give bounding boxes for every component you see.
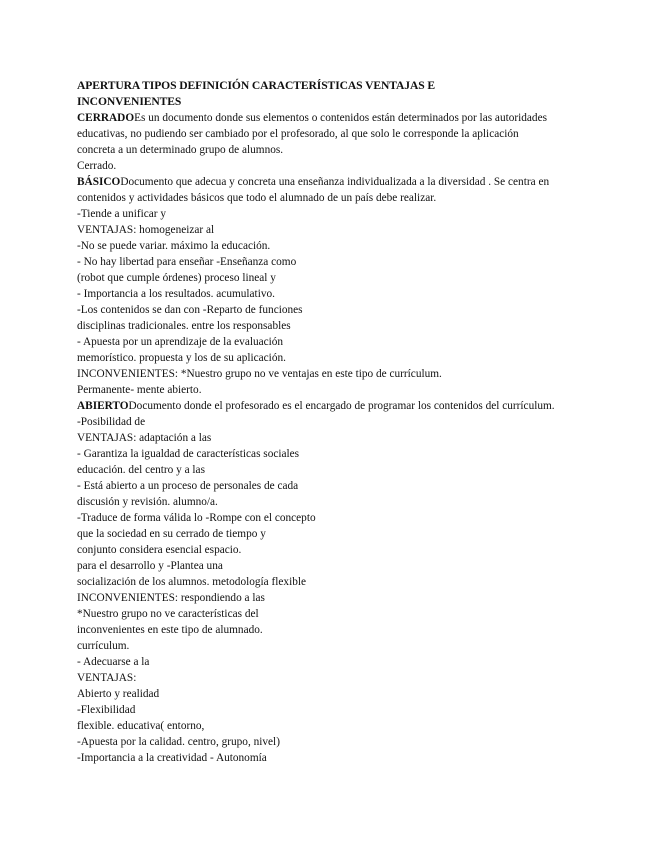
abierto-line: flexible. educativa( entorno,	[77, 720, 205, 732]
abierto-definition: Documento donde el profesorado es el encargado de programar los contenidos del currículum.	[128, 400, 555, 412]
abierto-line: - Adecuarse a la	[77, 656, 150, 668]
abierto-line: -Posibilidad de	[77, 416, 146, 428]
abierto-line: INCONVENIENTES: respondiendo a las	[77, 592, 265, 604]
abierto-paragraph-line-1	[77, 398, 631, 414]
basico-definition: Documento que adecua y concreta una enseñanza individualizada a la diversidad . Se centra en	[120, 176, 550, 188]
basico-label: BÁSICO	[77, 176, 121, 188]
abierto-line: -Importancia a la creatividad - Autonomía	[77, 752, 267, 764]
abierto-label: ABIERTO	[77, 400, 129, 412]
abierto-line: conjunto considera esencial espacio.	[77, 544, 242, 556]
abierto-line: educación. del centro y a las	[77, 464, 205, 476]
abierto-line: -Flexibilidad	[77, 704, 136, 716]
basico-line: - No hay libertad para enseñar -Enseñanza como	[77, 256, 297, 268]
abierto-line: currículum.	[77, 640, 130, 652]
abierto-line: -Traduce de forma válida lo -Rompe con el concepto	[77, 512, 316, 524]
abierto-line: *Nuestro grupo no ve características del	[77, 608, 259, 620]
abierto-line: - Garantiza la igualdad de características sociales	[77, 448, 300, 460]
cerrado-line-2: educativas, no pudiendo ser cambiado por el profesorado, al que solo le corresponde la aplicación	[77, 128, 519, 140]
abierto-line: discusión y revisión. alumno/a.	[77, 496, 218, 508]
cerrado-label: CERRADO	[77, 112, 135, 124]
abierto-line: VENTAJAS: adaptación a las	[77, 432, 212, 444]
abierto-line: VENTAJAS:	[77, 672, 137, 684]
abierto-line: -Apuesta por la calidad. centro, grupo, nivel)	[77, 736, 280, 748]
basico-line: -No se puede variar. máximo la educación.	[77, 240, 271, 252]
abierto-line: socialización de los alumnos. metodología flexible	[77, 576, 307, 588]
abierto-line: Abierto y realidad	[77, 688, 160, 700]
basico-line: Permanente- mente abierto.	[77, 384, 202, 396]
document-title-line-2: INCONVENIENTES	[77, 95, 182, 108]
basico-line: - Importancia a los resultados. acumulativo.	[77, 288, 275, 300]
basico-line: memorístico. propuesta y los de su aplicación.	[77, 352, 286, 364]
basico-line: VENTAJAS: homogeneizar al	[77, 224, 215, 236]
basico-line: disciplinas tradicionales. entre los responsables	[77, 320, 291, 332]
basico-line: INCONVENIENTES: *Nuestro grupo no ve ventajas en este tipo de currículum.	[77, 368, 442, 380]
basico-line: -Los contenidos se dan con -Reparto de funciones	[77, 304, 303, 316]
abierto-line: - Está abierto a un proceso de personales de cada	[77, 480, 299, 492]
abierto-line: inconvenientes en este tipo de alumnado.	[77, 624, 263, 636]
basico-paragraph-line-1	[77, 174, 631, 190]
basico-line: contenidos y actividades básicos que todo el alumnado de un país debe realizar.	[77, 192, 437, 204]
abierto-line: que la sociedad en su cerrado de tiempo y	[77, 528, 266, 540]
cerrado-paragraph-line-1	[77, 110, 631, 126]
basico-line: -Tiende a unificar y	[77, 208, 166, 220]
abierto-line: para el desarrollo y -Plantea una	[77, 560, 223, 572]
document-title-line-1: APERTURA TIPOS DEFINICIÓN CARACTERÍSTICAS VENTAJAS E	[77, 79, 436, 92]
cerrado-line-4: Cerrado.	[77, 160, 117, 172]
cerrado-line-3: concreta a un determinado grupo de alumnos.	[77, 144, 284, 156]
basico-line: (robot que cumple órdenes) proceso lineal y	[77, 272, 276, 284]
cerrado-definition: Es un documento donde sus elementos o contenidos están determinados por las autoridades	[134, 112, 547, 124]
basico-line: - Apuesta por un aprendizaje de la evaluación	[77, 336, 284, 348]
